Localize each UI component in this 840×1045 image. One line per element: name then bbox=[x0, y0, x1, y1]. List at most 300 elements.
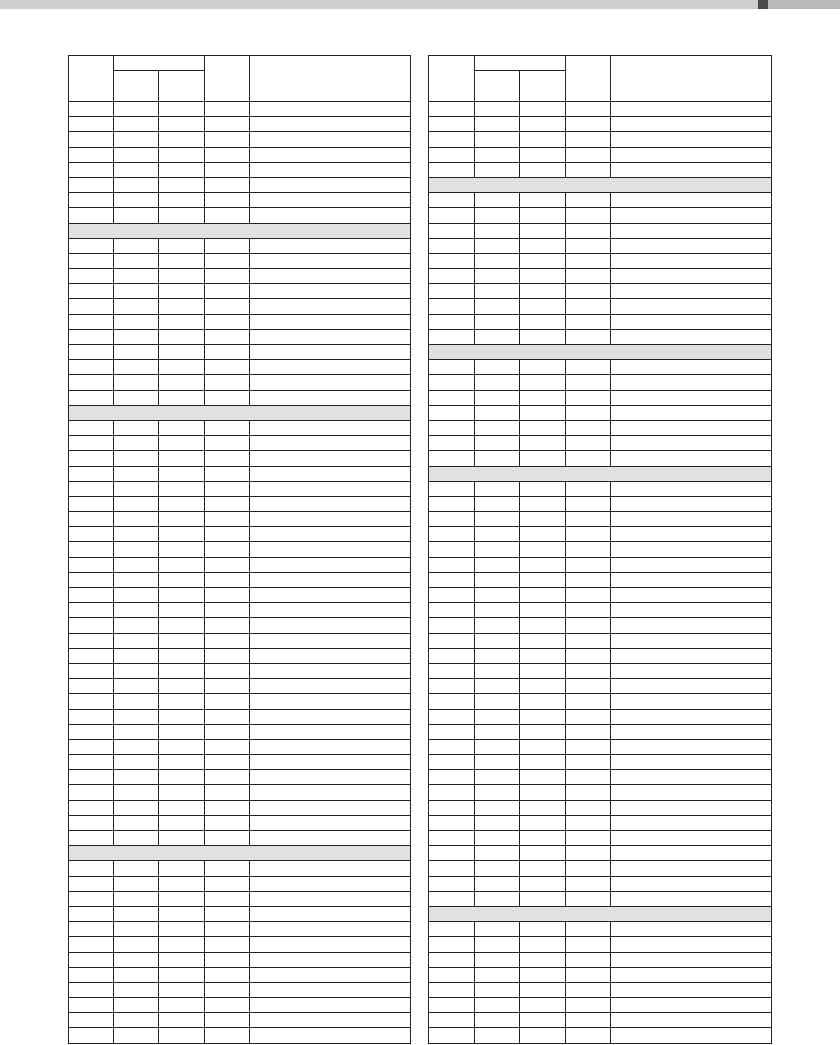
table-cell bbox=[159, 147, 205, 162]
table-cell bbox=[69, 770, 114, 785]
table-row bbox=[69, 496, 411, 511]
table-cell bbox=[205, 269, 250, 284]
table-cell bbox=[250, 360, 411, 375]
table-row bbox=[69, 193, 411, 208]
table-cell bbox=[250, 663, 411, 678]
table-cell bbox=[611, 1028, 772, 1043]
table-row bbox=[429, 755, 772, 770]
table-cell bbox=[114, 572, 159, 587]
table-cell bbox=[159, 633, 205, 648]
table-row bbox=[69, 724, 411, 739]
table-cell bbox=[520, 132, 566, 147]
table-cell bbox=[205, 238, 250, 253]
table-cell bbox=[69, 299, 114, 314]
header-sub-a-cell bbox=[475, 71, 520, 102]
table-cell bbox=[159, 937, 205, 952]
table-cell bbox=[520, 952, 566, 967]
table-cell bbox=[566, 800, 611, 815]
table-cell bbox=[69, 466, 114, 481]
table-row bbox=[429, 815, 772, 830]
table-row bbox=[429, 603, 772, 618]
table-cell bbox=[475, 785, 520, 800]
table-cell bbox=[159, 755, 205, 770]
table-cell bbox=[611, 253, 772, 268]
table-cell bbox=[611, 800, 772, 815]
table-cell bbox=[611, 557, 772, 572]
header-sub-a-cell bbox=[114, 71, 159, 102]
table-cell bbox=[475, 208, 520, 223]
table-cell bbox=[69, 269, 114, 284]
section-header-cell bbox=[429, 345, 772, 360]
table-row bbox=[69, 117, 411, 132]
table-cell bbox=[69, 238, 114, 253]
table-cell bbox=[611, 922, 772, 937]
table-cell bbox=[429, 755, 475, 770]
table-cell bbox=[205, 815, 250, 830]
table-cell bbox=[69, 329, 114, 344]
table-cell bbox=[429, 238, 475, 253]
table-cell bbox=[520, 755, 566, 770]
table-cell bbox=[566, 694, 611, 709]
table-row bbox=[69, 876, 411, 891]
table-cell bbox=[475, 223, 520, 238]
table-cell bbox=[205, 177, 250, 192]
table-cell bbox=[611, 861, 772, 876]
page-header-tab-dark bbox=[758, 0, 768, 9]
table-row bbox=[429, 770, 772, 785]
table-cell bbox=[429, 314, 475, 329]
table-cell bbox=[205, 360, 250, 375]
table-cell bbox=[475, 451, 520, 466]
table-cell bbox=[475, 132, 520, 147]
table-cell bbox=[429, 663, 475, 678]
table-cell bbox=[611, 815, 772, 830]
table-cell bbox=[520, 815, 566, 830]
table-cell bbox=[250, 208, 411, 223]
table-cell bbox=[114, 755, 159, 770]
table-row bbox=[429, 922, 772, 937]
table-row bbox=[69, 329, 411, 344]
table-cell bbox=[114, 177, 159, 192]
table-cell bbox=[566, 891, 611, 906]
table-cell bbox=[429, 922, 475, 937]
table-cell bbox=[566, 102, 611, 117]
table-cell bbox=[250, 937, 411, 952]
table-cell bbox=[114, 420, 159, 435]
table-row bbox=[69, 451, 411, 466]
table-cell bbox=[611, 724, 772, 739]
table-cell bbox=[429, 132, 475, 147]
table-cell bbox=[520, 739, 566, 754]
table-row bbox=[429, 390, 772, 405]
table-cell bbox=[205, 420, 250, 435]
table-row bbox=[429, 360, 772, 375]
header-sub-b-cell bbox=[159, 71, 205, 102]
table-row bbox=[69, 603, 411, 618]
table-cell bbox=[611, 420, 772, 435]
table-cell bbox=[250, 815, 411, 830]
table-cell bbox=[205, 952, 250, 967]
table-cell bbox=[475, 679, 520, 694]
table-row bbox=[69, 542, 411, 557]
table-row bbox=[69, 572, 411, 587]
table-cell bbox=[114, 269, 159, 284]
table-cell bbox=[250, 724, 411, 739]
table-cell bbox=[250, 420, 411, 435]
table-cell bbox=[611, 208, 772, 223]
table-cell bbox=[520, 208, 566, 223]
table-cell bbox=[114, 739, 159, 754]
table-row bbox=[69, 891, 411, 906]
table-cell bbox=[429, 223, 475, 238]
table-cell bbox=[69, 253, 114, 268]
table-row bbox=[69, 162, 411, 177]
table-cell bbox=[205, 496, 250, 511]
section-header-cell bbox=[429, 906, 772, 921]
table-cell bbox=[520, 572, 566, 587]
table-cell bbox=[250, 922, 411, 937]
table-cell bbox=[475, 922, 520, 937]
table-row bbox=[429, 648, 772, 663]
table-cell bbox=[205, 603, 250, 618]
table-cell bbox=[475, 648, 520, 663]
table-cell bbox=[159, 679, 205, 694]
table-cell bbox=[475, 755, 520, 770]
table-row bbox=[429, 709, 772, 724]
table-cell bbox=[566, 436, 611, 451]
table-cell bbox=[566, 238, 611, 253]
page-header-bar bbox=[0, 0, 840, 9]
table-row bbox=[69, 770, 411, 785]
table-cell bbox=[566, 846, 611, 861]
table-cell bbox=[205, 512, 250, 527]
table-cell bbox=[159, 800, 205, 815]
table-cell bbox=[69, 436, 114, 451]
table-cell bbox=[69, 724, 114, 739]
table-row bbox=[429, 618, 772, 633]
table-cell bbox=[159, 739, 205, 754]
table-cell bbox=[69, 922, 114, 937]
table-cell bbox=[250, 633, 411, 648]
table-cell bbox=[429, 436, 475, 451]
table-cell bbox=[69, 512, 114, 527]
table-cell bbox=[611, 284, 772, 299]
table-cell bbox=[520, 451, 566, 466]
table-cell bbox=[69, 952, 114, 967]
table-cell bbox=[611, 1013, 772, 1028]
table-cell bbox=[205, 694, 250, 709]
table-cell bbox=[205, 102, 250, 117]
table-cell bbox=[475, 815, 520, 830]
table-cell bbox=[566, 633, 611, 648]
table-cell bbox=[159, 375, 205, 390]
table-cell bbox=[429, 405, 475, 420]
table-cell bbox=[611, 147, 772, 162]
table-cell bbox=[250, 253, 411, 268]
table-cell bbox=[69, 557, 114, 572]
table-cell bbox=[520, 314, 566, 329]
table-cell bbox=[475, 102, 520, 117]
table-cell bbox=[429, 648, 475, 663]
table-cell bbox=[611, 663, 772, 678]
table-cell bbox=[114, 770, 159, 785]
table-cell bbox=[475, 269, 520, 284]
table-cell bbox=[69, 147, 114, 162]
table-cell bbox=[566, 831, 611, 846]
table-cell bbox=[205, 436, 250, 451]
table-cell bbox=[205, 390, 250, 405]
table-row bbox=[429, 299, 772, 314]
table-row bbox=[69, 375, 411, 390]
table-row bbox=[69, 861, 411, 876]
table-row bbox=[69, 755, 411, 770]
table-cell bbox=[159, 1013, 205, 1028]
table-cell bbox=[114, 1013, 159, 1028]
table-cell bbox=[566, 603, 611, 618]
table-cell bbox=[250, 345, 411, 360]
table-cell bbox=[159, 603, 205, 618]
table-cell bbox=[475, 770, 520, 785]
table-cell bbox=[114, 876, 159, 891]
table-cell bbox=[566, 147, 611, 162]
table-cell bbox=[566, 451, 611, 466]
table-row bbox=[69, 1013, 411, 1028]
table-cell bbox=[69, 1013, 114, 1028]
table-cell bbox=[566, 861, 611, 876]
header-sub-b-cell bbox=[520, 71, 566, 102]
table-cell bbox=[250, 770, 411, 785]
section-header-row bbox=[69, 223, 411, 238]
table-cell bbox=[429, 846, 475, 861]
table-cell bbox=[520, 588, 566, 603]
table-cell bbox=[429, 162, 475, 177]
table-cell bbox=[69, 117, 114, 132]
table-cell bbox=[611, 512, 772, 527]
table-cell bbox=[520, 603, 566, 618]
table-row bbox=[429, 633, 772, 648]
table-cell bbox=[566, 527, 611, 542]
table-row bbox=[429, 800, 772, 815]
table-cell bbox=[250, 982, 411, 997]
table-row bbox=[429, 952, 772, 967]
table-row bbox=[69, 922, 411, 937]
header-col4-cell bbox=[566, 56, 611, 102]
table-cell bbox=[69, 193, 114, 208]
table-cell bbox=[566, 420, 611, 435]
table-cell bbox=[429, 451, 475, 466]
table-cell bbox=[566, 375, 611, 390]
table-row bbox=[69, 967, 411, 982]
table-cell bbox=[159, 132, 205, 147]
table-row bbox=[429, 253, 772, 268]
table-cell bbox=[114, 208, 159, 223]
table-cell bbox=[475, 739, 520, 754]
table-cell bbox=[205, 466, 250, 481]
table-cell bbox=[520, 618, 566, 633]
table-cell bbox=[566, 1013, 611, 1028]
header-group-cell bbox=[475, 56, 566, 71]
table-cell bbox=[475, 375, 520, 390]
table-cell bbox=[429, 800, 475, 815]
table-cell bbox=[520, 542, 566, 557]
table-cell bbox=[250, 117, 411, 132]
table-cell bbox=[250, 588, 411, 603]
table-cell bbox=[205, 800, 250, 815]
table-row bbox=[69, 1028, 411, 1043]
table-cell bbox=[205, 891, 250, 906]
table-cell bbox=[250, 132, 411, 147]
table-cell bbox=[611, 269, 772, 284]
table-cell bbox=[159, 876, 205, 891]
table-cell bbox=[69, 739, 114, 754]
table-cell bbox=[250, 709, 411, 724]
table-cell bbox=[566, 770, 611, 785]
table-cell bbox=[520, 831, 566, 846]
table-cell bbox=[159, 466, 205, 481]
table-cell bbox=[566, 162, 611, 177]
table-cell bbox=[114, 922, 159, 937]
table-cell bbox=[611, 481, 772, 496]
table-cell bbox=[429, 588, 475, 603]
table-row bbox=[69, 345, 411, 360]
table-cell bbox=[159, 193, 205, 208]
table-row bbox=[69, 998, 411, 1013]
table-cell bbox=[159, 998, 205, 1013]
table-cell bbox=[611, 390, 772, 405]
table-cell bbox=[429, 709, 475, 724]
table-cell bbox=[520, 982, 566, 997]
table-cell bbox=[250, 193, 411, 208]
table-cell bbox=[205, 618, 250, 633]
table-row bbox=[69, 481, 411, 496]
table-row bbox=[429, 724, 772, 739]
table-row bbox=[429, 527, 772, 542]
table-row bbox=[429, 588, 772, 603]
table-row bbox=[69, 314, 411, 329]
table-cell bbox=[475, 193, 520, 208]
table-cell bbox=[159, 512, 205, 527]
table-cell bbox=[69, 618, 114, 633]
table-cell bbox=[611, 846, 772, 861]
table-cell bbox=[611, 633, 772, 648]
table-cell bbox=[520, 770, 566, 785]
table-row bbox=[429, 314, 772, 329]
table-row bbox=[69, 952, 411, 967]
table-cell bbox=[114, 679, 159, 694]
table-cell bbox=[475, 390, 520, 405]
table-cell bbox=[205, 785, 250, 800]
table-cell bbox=[69, 345, 114, 360]
table-cell bbox=[250, 618, 411, 633]
table-cell bbox=[520, 846, 566, 861]
table-row bbox=[429, 481, 772, 496]
table-cell bbox=[611, 102, 772, 117]
section-header-cell bbox=[69, 405, 411, 420]
table-cell bbox=[566, 922, 611, 937]
table-row bbox=[429, 223, 772, 238]
table-cell bbox=[205, 770, 250, 785]
section-header-row bbox=[69, 846, 411, 861]
table-cell bbox=[250, 876, 411, 891]
table-cell bbox=[611, 314, 772, 329]
table-cell bbox=[159, 770, 205, 785]
table-cell bbox=[611, 360, 772, 375]
table-cell bbox=[205, 755, 250, 770]
table-cell bbox=[114, 694, 159, 709]
table-cell bbox=[205, 314, 250, 329]
table-cell bbox=[205, 253, 250, 268]
table-cell bbox=[611, 117, 772, 132]
table-cell bbox=[250, 800, 411, 815]
table-cell bbox=[205, 998, 250, 1013]
table-cell bbox=[429, 390, 475, 405]
table-cell bbox=[159, 785, 205, 800]
table-cell bbox=[114, 466, 159, 481]
table-cell bbox=[475, 527, 520, 542]
table-cell bbox=[429, 1013, 475, 1028]
table-cell bbox=[566, 193, 611, 208]
table-row bbox=[69, 785, 411, 800]
table-cell bbox=[250, 177, 411, 192]
header-col1-cell bbox=[429, 56, 475, 102]
table-cell bbox=[250, 572, 411, 587]
table-cell bbox=[69, 937, 114, 952]
table-cell bbox=[250, 496, 411, 511]
table-cell bbox=[429, 284, 475, 299]
table-cell bbox=[566, 253, 611, 268]
table-cell bbox=[69, 420, 114, 435]
table-cell bbox=[611, 967, 772, 982]
table-cell bbox=[250, 1013, 411, 1028]
table-cell bbox=[159, 314, 205, 329]
table-cell bbox=[611, 952, 772, 967]
table-cell bbox=[159, 1028, 205, 1043]
table-cell bbox=[611, 755, 772, 770]
table-cell bbox=[114, 345, 159, 360]
table-cell bbox=[114, 512, 159, 527]
table-row bbox=[69, 937, 411, 952]
table-cell bbox=[520, 253, 566, 268]
table-cell bbox=[159, 861, 205, 876]
table-cell bbox=[520, 496, 566, 511]
section-header-row bbox=[429, 906, 772, 921]
table-cell bbox=[69, 663, 114, 678]
table-cell bbox=[520, 420, 566, 435]
table-cell bbox=[159, 420, 205, 435]
section-header-row bbox=[429, 466, 772, 481]
table-cell bbox=[611, 709, 772, 724]
table-row bbox=[69, 618, 411, 633]
table-cell bbox=[250, 952, 411, 967]
table-cell bbox=[429, 102, 475, 117]
table-cell bbox=[520, 998, 566, 1013]
table-cell bbox=[611, 603, 772, 618]
table-cell bbox=[159, 496, 205, 511]
right-data-table bbox=[428, 55, 772, 1044]
table-row bbox=[69, 800, 411, 815]
table-row bbox=[69, 906, 411, 921]
table-cell bbox=[159, 572, 205, 587]
table-cell bbox=[429, 694, 475, 709]
table-cell bbox=[566, 496, 611, 511]
table-cell bbox=[69, 709, 114, 724]
table-cell bbox=[159, 284, 205, 299]
table-cell bbox=[159, 724, 205, 739]
table-cell bbox=[611, 998, 772, 1013]
table-cell bbox=[566, 709, 611, 724]
table-cell bbox=[611, 679, 772, 694]
table-cell bbox=[520, 891, 566, 906]
